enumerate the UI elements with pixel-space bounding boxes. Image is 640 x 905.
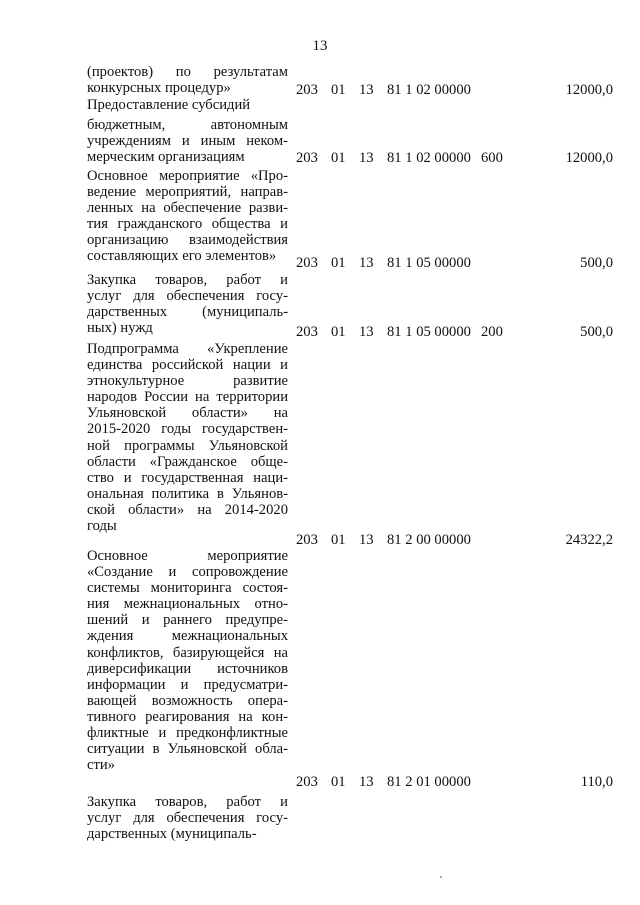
description-line: ленных на обеспечение разви- [87, 200, 288, 217]
description-line: мерческим организациям [87, 149, 245, 166]
description-line: конфликтов, базирующейся на [87, 644, 288, 661]
description-line: услуг для обеспечения госу- [87, 288, 288, 305]
admin-code: 203 [296, 255, 318, 271]
section-code: 01 [331, 82, 346, 98]
description-line: ской области» на 2014-2020 [87, 501, 288, 518]
description-line: ситуации в Ульяновской обла- [87, 741, 288, 758]
description-line: Ульяновской области» на [87, 405, 288, 422]
admin-code: 203 [296, 532, 318, 548]
amount-value: 500,0 [580, 255, 613, 271]
description-line: бюджетным, автономным [87, 117, 288, 133]
target-article-code: 81 1 02 00000 [387, 150, 471, 166]
section-code: 01 [331, 532, 346, 548]
subsection-code: 13 [359, 324, 374, 340]
description-line: ния межнациональных отно- [87, 596, 288, 613]
subsection-code: 13 [359, 255, 374, 271]
description-line: Предоставление субсидий [87, 97, 251, 113]
description-line: конкурсных процедур» [87, 80, 231, 97]
description-line: области «Гражданское обще- [87, 453, 288, 470]
page-number: 13 [312, 38, 328, 54]
admin-code: 203 [296, 774, 318, 790]
section-code: 01 [331, 324, 346, 340]
description-line: составляющих его элементов» [87, 248, 277, 265]
description-line: «Создание и сопровождение [87, 564, 288, 581]
subsection-code: 13 [359, 82, 374, 98]
target-article-code: 81 1 05 00000 [387, 255, 471, 271]
description-line: дарственных (муниципаль- [87, 826, 257, 843]
subsection-code: 13 [359, 532, 374, 548]
expense-type-code: 600 [481, 150, 503, 166]
description-line: ждения межнациональных [87, 628, 288, 645]
description-line: 2015-2020 годы государствен- [87, 421, 288, 438]
row-description [87, 794, 288, 842]
description-line: (проектов) по результатам [87, 64, 288, 80]
description-line: дарственных (муниципаль- [87, 304, 288, 321]
expense-type-code: 200 [481, 324, 503, 340]
target-article-code: 81 1 02 00000 [387, 82, 471, 98]
section-code: 01 [331, 255, 346, 271]
amount-value: 110,0 [580, 774, 613, 790]
admin-code: 203 [296, 324, 318, 340]
description-line: Основное мероприятие «Про- [87, 168, 288, 184]
description-line: сти» [87, 757, 115, 774]
admin-code: 203 [296, 82, 318, 98]
description-line: тия гражданского общества и [87, 216, 288, 233]
row-description [87, 64, 288, 96]
section-code: 01 [331, 150, 346, 166]
target-article-code: 81 2 01 00000 [387, 774, 471, 790]
description-line: Подпрограмма «Укрепление [87, 341, 288, 357]
description-line: услуг для обеспечения госу- [87, 810, 288, 827]
target-article-code: 81 1 05 00000 [387, 324, 471, 340]
description-line: системы мониторинга состоя- [87, 580, 288, 597]
section-code: 01 [331, 774, 346, 790]
target-article-code: 81 2 00 00000 [387, 532, 471, 548]
row-description [87, 168, 288, 265]
row-description [87, 548, 288, 773]
description-line: фликтные и предконфликтные [87, 725, 288, 742]
scan-speck [440, 876, 442, 878]
description-line: ведение мероприятий, направ- [87, 184, 288, 201]
description-line: учреждениям и иным неком- [87, 133, 288, 150]
description-line: единства российской нации и [87, 357, 288, 374]
description-line: шений и раннего предупре- [87, 612, 288, 629]
description-line: тивного реагирования на кон- [87, 708, 288, 725]
description-line: этнокультурное развитие [87, 373, 288, 390]
description-line: Закупка товаров, работ и [87, 794, 288, 810]
description-line: ных) нужд [87, 320, 153, 337]
row-description [87, 117, 288, 165]
description-line: годы [87, 518, 117, 535]
description-line: диверсификации источников [87, 660, 288, 677]
amount-value: 24322,2 [565, 532, 613, 548]
row-description [87, 97, 288, 113]
description-line: информации и предусматри- [87, 676, 288, 693]
description-line: народов России на территории [87, 389, 288, 406]
row-description [87, 341, 288, 534]
row-description [87, 272, 288, 336]
subsection-code: 13 [359, 150, 374, 166]
description-line: Основное мероприятие [87, 548, 288, 564]
subsection-code: 13 [359, 774, 374, 790]
description-line: ональная политика в Ульянов- [87, 485, 288, 502]
description-line: вающей возможность опера- [87, 692, 288, 709]
description-line: Закупка товаров, работ и [87, 272, 288, 288]
amount-value: 500,0 [580, 324, 613, 340]
description-line: ной программы Ульяновской [87, 437, 288, 454]
amount-value: 12000,0 [565, 150, 613, 166]
amount-value: 12000,0 [565, 82, 613, 98]
admin-code: 203 [296, 150, 318, 166]
description-line: ство и государственная наци- [87, 469, 288, 486]
description-line: организацию взаимодействия [87, 232, 288, 249]
